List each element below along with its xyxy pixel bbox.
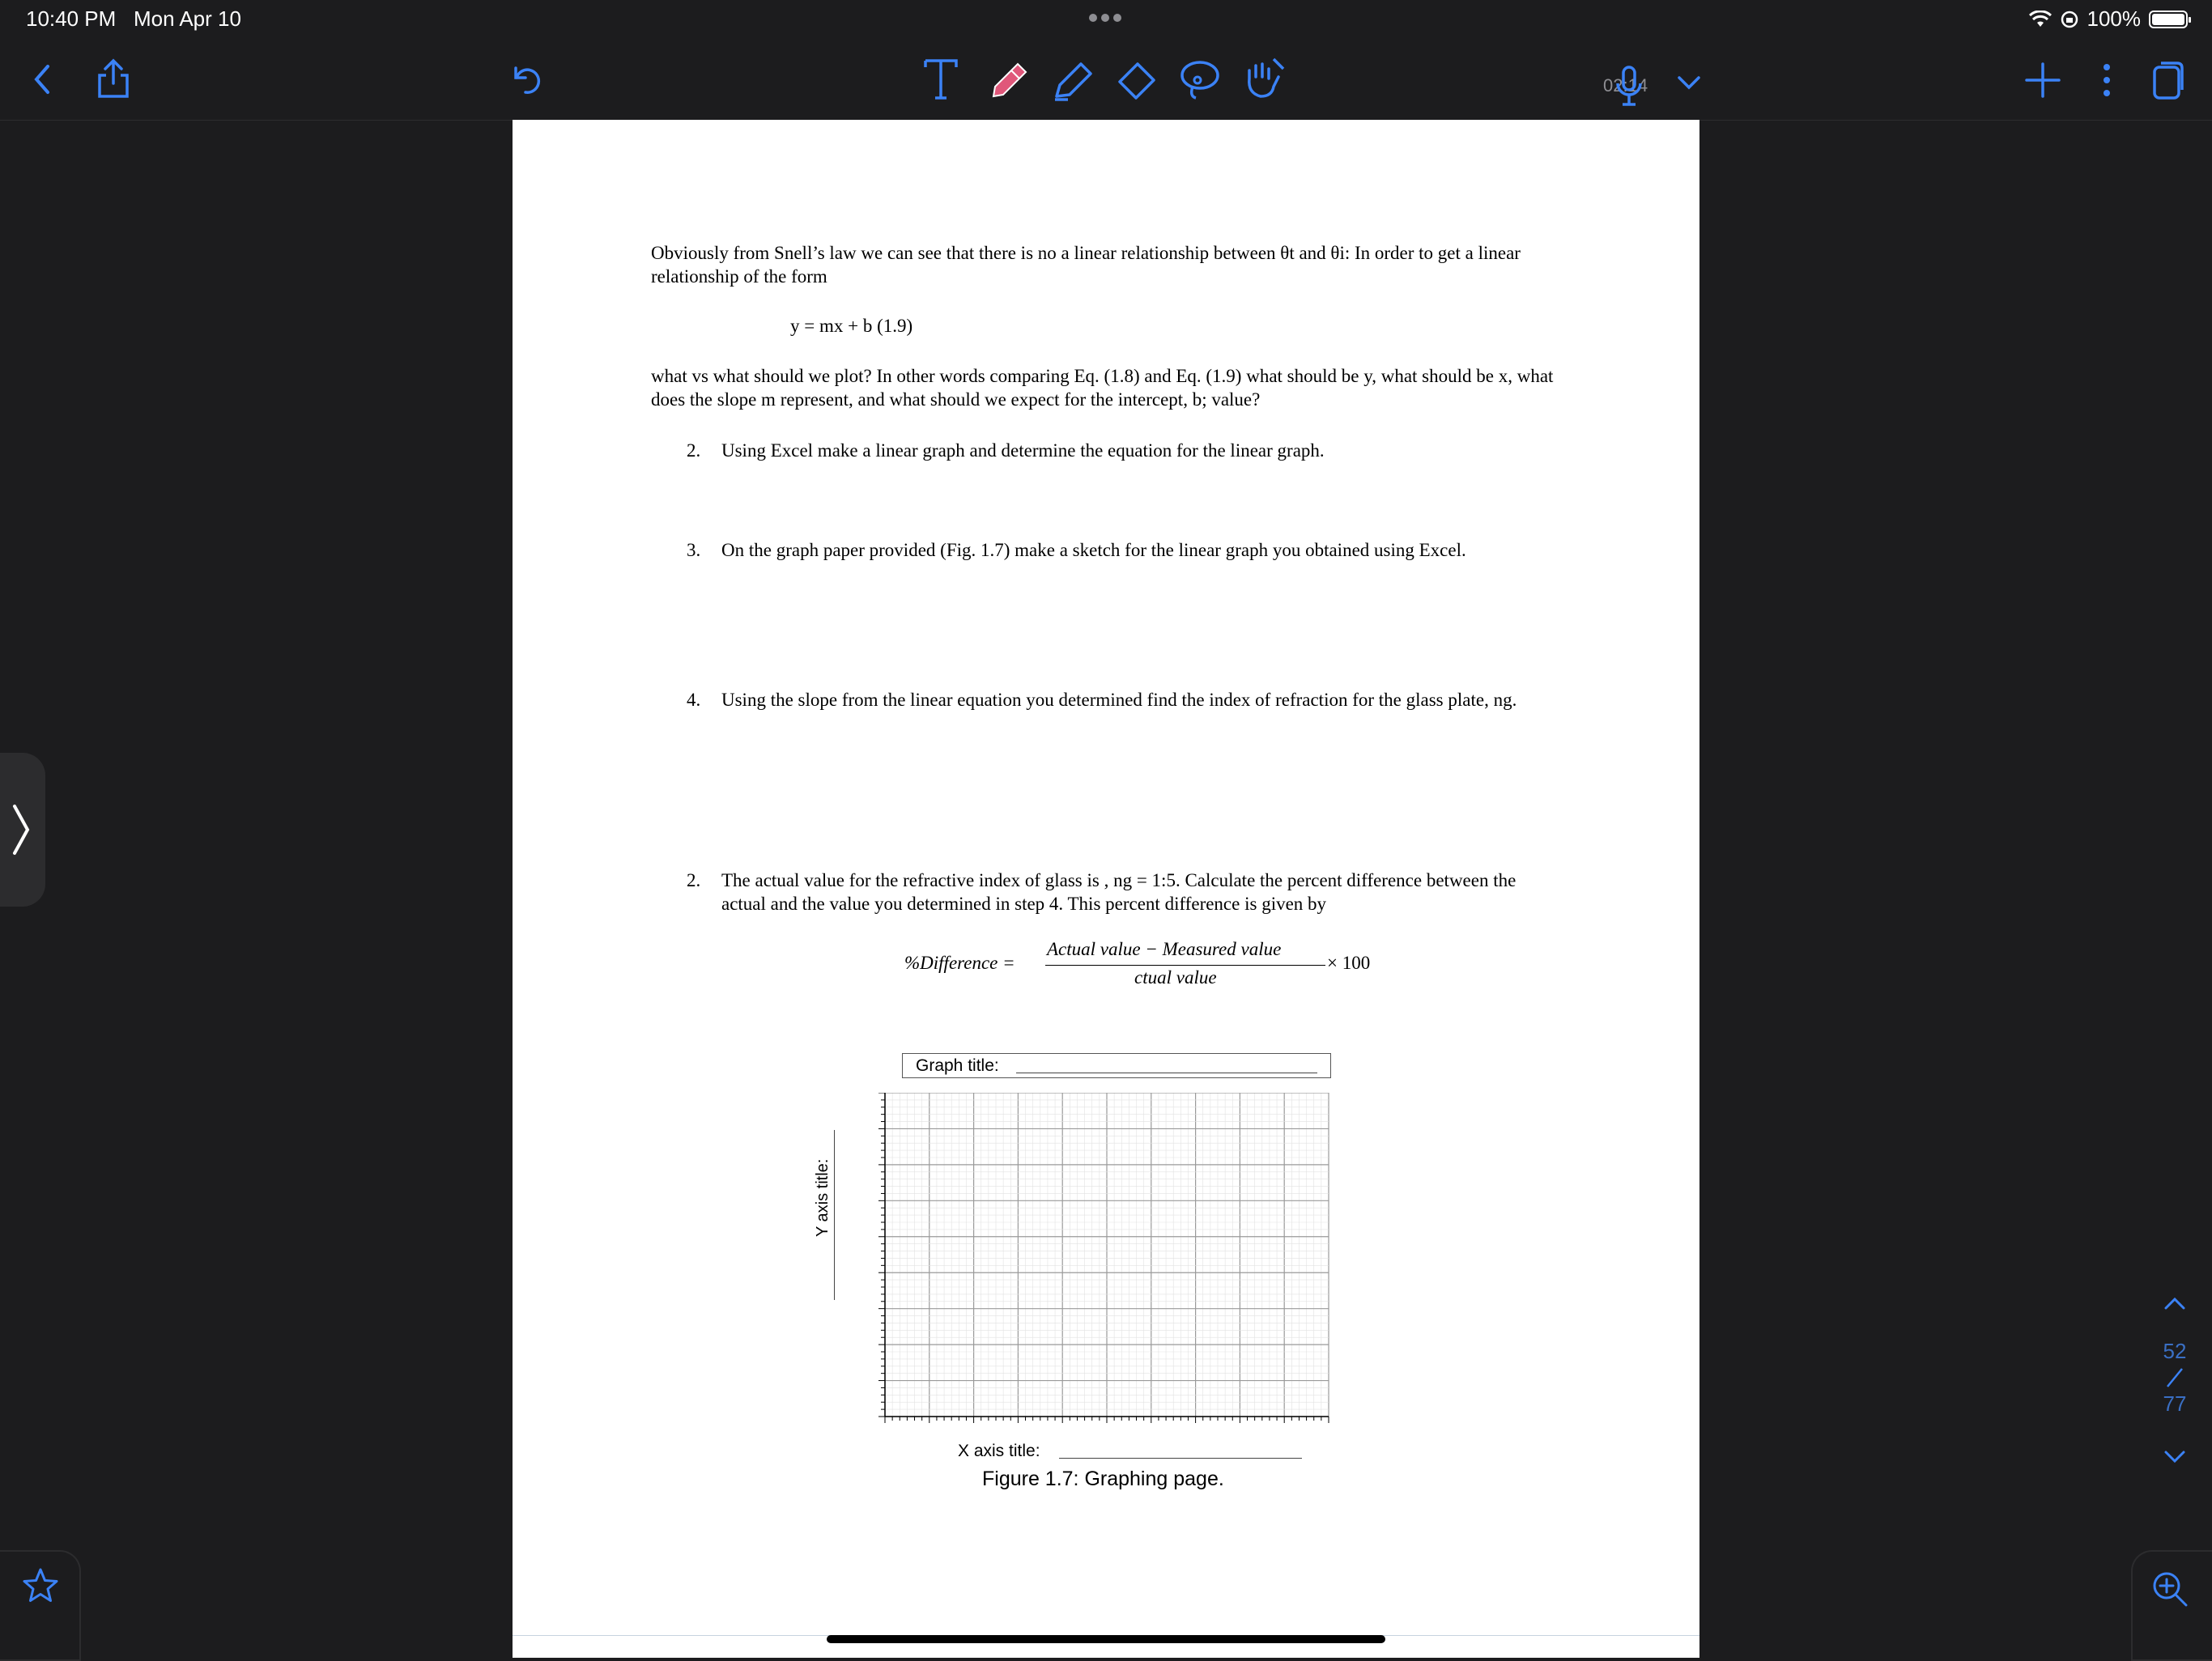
formula-denominator: ctual value: [1134, 967, 1217, 988]
status-date: Mon Apr 10: [133, 6, 241, 31]
chevron-down-icon: [1676, 74, 1702, 92]
x-axis-title-label: X axis title:: [958, 1442, 1040, 1460]
home-indicator[interactable]: [827, 1635, 1385, 1643]
share-button[interactable]: [93, 57, 134, 100]
hand-pencil-icon: [1241, 54, 1287, 103]
equation-linear: y = mx + b (1.9): [790, 316, 913, 336]
text-tool-button[interactable]: [921, 55, 961, 104]
list-item-text: Using Excel make a linear graph and determine the equation for the linear graph.: [721, 440, 1325, 461]
record-button[interactable]: [1613, 63, 1645, 108]
total-pages: 77: [2163, 1391, 2187, 1416]
paragraph-question: what vs what should we plot? In other words comparing Eq. (1.8) and Eq. (1.9) what should be y, what should be x, what does the slope m represent, and what should we expect for the intercept, b; value?: [651, 366, 1554, 410]
record-options-button[interactable]: [1673, 71, 1705, 96]
more-options-button[interactable]: [2097, 62, 2116, 99]
chevron-right-icon: [10, 801, 32, 858]
list-item-text: Using the slope from the linear equation you determined find the index of refraction for the glass plate, ng.: [721, 690, 1517, 710]
add-page-button[interactable]: [2024, 62, 2061, 99]
toolbar: [0, 39, 2212, 121]
page-down-icon[interactable]: [2163, 1449, 2187, 1465]
x-axis-title-line: [1059, 1458, 1302, 1459]
favorite-button[interactable]: [0, 1550, 81, 1661]
recording-timer: 02:14: [1603, 75, 1648, 96]
pages-button[interactable]: [2150, 60, 2186, 100]
more-vertical-icon: [2103, 62, 2111, 98]
status-right: [2029, 6, 2189, 32]
lasso-tool-button[interactable]: [1177, 55, 1223, 104]
hand-tool-button[interactable]: [1240, 53, 1287, 104]
figure-caption: Figure 1.7: Graphing page.: [982, 1468, 1224, 1490]
fraction-bar: [1045, 965, 1325, 966]
pages-icon: [2151, 61, 2185, 100]
formula-numerator: Actual value − Measured value: [1047, 939, 1282, 959]
formula-right: × 100: [1327, 953, 1371, 973]
list-item-number: 2.: [687, 870, 701, 890]
list-item-text: On the graph paper provided (Fig. 1.7) make a sketch for the linear graph you obtained using Excel.: [721, 540, 1466, 560]
status-bar: [0, 0, 2212, 39]
undo-button[interactable]: [506, 60, 545, 99]
chevron-left-icon: [30, 62, 54, 97]
lasso-icon: [1178, 56, 1222, 103]
zoom-button[interactable]: [2131, 1550, 2212, 1661]
list-item-text: The actual value for the refractive index of glass is , ng = 1:5. Calculate the percent difference between the actual and the value you determined in step 4. This percent difference is given by: [721, 870, 1516, 914]
microphone-icon: [1614, 64, 1644, 108]
status-time: 10:40 PM Mon Apr 10: [26, 6, 241, 31]
eraser-icon: [1115, 56, 1159, 103]
paragraph-intro: Obviously from Snell’s law we can see that there is no a linear relationship between θt and θi: In order to get a linear relationship of the form: [651, 243, 1521, 287]
text-tool-icon: [922, 56, 959, 103]
wifi-icon: [2029, 11, 2052, 28]
page-up-icon[interactable]: [2163, 1295, 2187, 1311]
battery-icon: [2149, 11, 2188, 28]
pen-tool-button[interactable]: [986, 55, 1030, 104]
star-icon: [21, 1566, 60, 1605]
y-axis-title-label: Y axis title:: [814, 1158, 832, 1237]
graph-paper: [878, 1093, 1332, 1425]
list-item-number: 4.: [687, 690, 701, 710]
battery-percent: 100%: [2087, 6, 2141, 31]
highlighter-tool-button[interactable]: [1049, 55, 1095, 104]
y-axis-title-line: [834, 1130, 835, 1300]
sidebar-toggle[interactable]: [0, 753, 45, 907]
eraser-tool-button[interactable]: [1114, 55, 1159, 104]
multitask-dots-icon[interactable]: [1089, 11, 1126, 23]
undo-icon: [508, 62, 543, 97]
pen-icon: [987, 56, 1029, 103]
share-icon: [95, 57, 132, 100]
graph-title-box: [902, 1053, 1331, 1078]
graph-title-label: Graph title:: [916, 1056, 999, 1075]
highlighter-icon: [1050, 56, 1094, 103]
list-item-number: 2.: [687, 440, 701, 461]
list-item-number: 3.: [687, 540, 701, 560]
current-page-number: 52: [2163, 1339, 2187, 1363]
zoom-in-icon: [2150, 1570, 2189, 1608]
document-page[interactable]: [513, 120, 1699, 1635]
x-axis-title: [958, 1442, 1040, 1461]
formula-left: %Difference =: [904, 953, 1015, 973]
page-navigator: [2155, 1295, 2194, 1465]
back-button[interactable]: [24, 62, 60, 97]
orientation-lock-icon: [2060, 10, 2079, 29]
page-separator-icon: [2164, 1366, 2185, 1390]
plus-icon: [2025, 62, 2061, 98]
